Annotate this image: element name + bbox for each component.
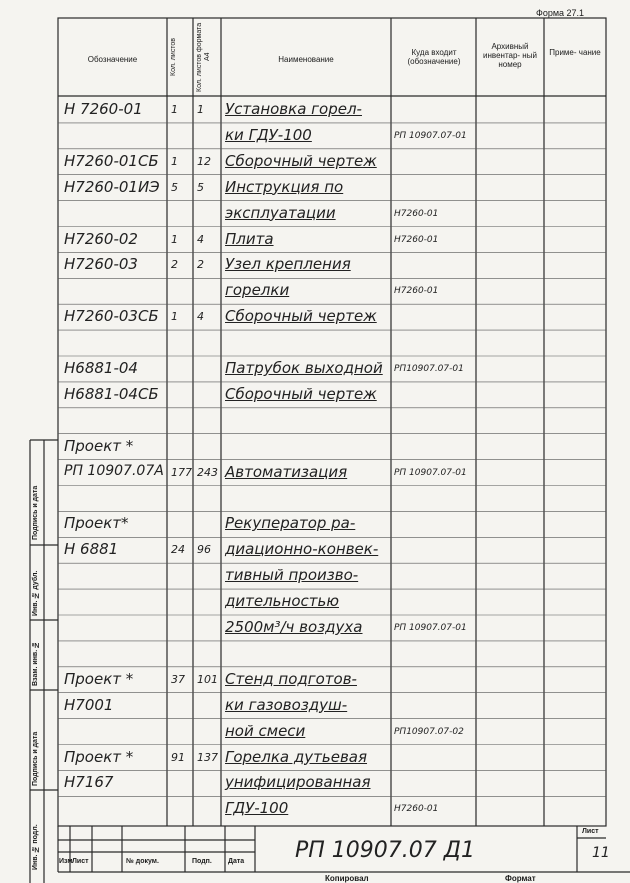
- cell-designation: Проект *: [64, 669, 134, 688]
- cell-name: ки ГДУ-100: [225, 125, 312, 144]
- side-label-original: Инв. № подл.: [32, 824, 39, 870]
- cell-name: Установка горел-: [225, 100, 362, 118]
- cell-designation: Проект *: [64, 436, 134, 455]
- cell-destination: РП10907.07-02: [394, 726, 464, 737]
- cell-designation: Н7260-01ИЭ: [64, 177, 160, 196]
- form-label: Форма 27.1: [536, 8, 585, 18]
- cell-name: унифицированная: [225, 773, 371, 792]
- cell-a4-sheets: 12: [197, 154, 211, 168]
- header-name: Наименование: [278, 55, 334, 64]
- cell-destination: Н7260-01: [394, 234, 439, 245]
- cell-name: Сборочный чертеж: [225, 307, 377, 326]
- cell-name: Патрубок выходной: [225, 359, 383, 377]
- cell-destination: РП 10907.07-01: [394, 467, 467, 478]
- cell-name: Инструкция по: [225, 177, 344, 196]
- footer-copied: Копировал: [325, 874, 369, 883]
- cell-destination: Н7260-01: [394, 804, 439, 815]
- side-label-signature-1: Подпись и дата: [32, 485, 39, 540]
- side-label-replacement: Взам. инв. №: [32, 640, 39, 686]
- cell-a4-sheets: 101: [197, 672, 218, 686]
- cell-name: ки газовоздуш-: [225, 695, 348, 714]
- cell-sheets: 177: [171, 465, 192, 479]
- cell-sheets: 2: [171, 258, 178, 272]
- footer-col-sign: Подп.: [192, 858, 212, 865]
- cell-name: эксплуатации: [225, 203, 336, 222]
- cell-designation: Проект*: [64, 514, 129, 533]
- side-label-signature-2: Подпись и дата: [32, 731, 39, 786]
- cell-name: Рекуператор ра-: [225, 514, 356, 533]
- cell-a4-sheets: 1: [197, 103, 204, 116]
- header-a4-format: Кол. листов формата А4: [196, 22, 211, 92]
- cell-designation: Н 6881: [64, 540, 119, 559]
- footer-format: Формат: [505, 874, 536, 883]
- footer-col-doc: № докум.: [126, 858, 159, 865]
- cell-a4-sheets: 137: [197, 750, 218, 764]
- cell-destination: Н7260-01: [394, 208, 439, 219]
- cell-name: Горелка дутьевая: [225, 747, 368, 766]
- cell-designation: Н7260-03СБ: [64, 307, 159, 326]
- cell-designation: РП 10907.07А: [64, 462, 164, 479]
- cell-a4-sheets: 4: [197, 310, 204, 324]
- cell-sheets: 1: [171, 154, 178, 168]
- header-destination: Куда входит (обозначение): [407, 48, 461, 66]
- footer-sheet-label: Лист: [582, 828, 599, 835]
- cell-name: ГДУ-100: [225, 799, 289, 818]
- cell-a4-sheets: 2: [197, 258, 204, 272]
- cell-name: ной смеси: [225, 721, 306, 740]
- cell-designation: Проект *: [64, 747, 134, 766]
- cell-name: тивный произво-: [225, 566, 359, 585]
- cell-designation: Н6881-04СБ: [64, 384, 159, 403]
- cell-designation: Н 7260-01: [64, 100, 143, 118]
- cell-destination: Н7260-01: [394, 286, 439, 297]
- footer-col-change: Изм: [59, 858, 73, 865]
- cell-designation: Н6881-04: [64, 359, 138, 377]
- cell-sheets: 91: [171, 750, 185, 764]
- header-archive: Архивный инвентар- ный номер: [483, 42, 537, 69]
- cell-name: дительностью: [225, 592, 339, 611]
- cell-designation: Н7167: [64, 773, 114, 792]
- header-designation: Обозначение: [87, 55, 138, 64]
- cell-sheets: 1: [171, 310, 178, 324]
- cell-destination: РП 10907.07-01: [394, 130, 467, 141]
- footer-col-sheet: Лист: [72, 858, 89, 865]
- footer-col-date: Дата: [228, 858, 245, 865]
- cell-a4-sheets: 4: [197, 232, 204, 246]
- cell-sheets: 1: [171, 103, 178, 116]
- cell-sheets: 24: [171, 543, 185, 557]
- cell-name: 2500м³/ч воздуха: [225, 618, 363, 636]
- cell-name: Автоматизация: [225, 462, 348, 481]
- header-note: Приме- чание: [549, 48, 601, 57]
- cell-designation: Н7260-02: [64, 229, 138, 248]
- cell-a4-sheets: 5: [197, 180, 204, 194]
- cell-designation: Н7260-03: [64, 255, 138, 274]
- cell-designation: Н7001: [64, 695, 114, 714]
- cell-name: Стенд подготов-: [225, 669, 357, 688]
- side-label-duplicate: Инв. № дубл.: [32, 570, 39, 616]
- cell-name: Узел крепления: [225, 255, 351, 274]
- header-sheets-count: Кол. листов: [170, 37, 177, 77]
- footer-doc-number: РП 10907.07 Д1: [295, 838, 475, 863]
- cell-name: Сборочный чертеж: [225, 151, 377, 170]
- cell-sheets: 1: [171, 232, 178, 246]
- cell-name: Сборочный чертеж: [225, 384, 377, 403]
- cell-a4-sheets: 243: [197, 465, 218, 479]
- cell-name: горелки: [225, 281, 290, 300]
- cell-destination: РП10907.07-01: [394, 364, 464, 374]
- cell-name: диационно-конвек-: [225, 540, 379, 559]
- cell-sheets: 5: [171, 180, 178, 194]
- footer-sheet-number: 11: [592, 845, 610, 861]
- cell-designation: Н7260-01СБ: [64, 151, 159, 170]
- cell-destination: РП 10907.07-01: [394, 623, 467, 633]
- cell-sheets: 37: [171, 672, 185, 686]
- cell-name: Плита: [225, 229, 274, 248]
- cell-a4-sheets: 96: [197, 543, 211, 557]
